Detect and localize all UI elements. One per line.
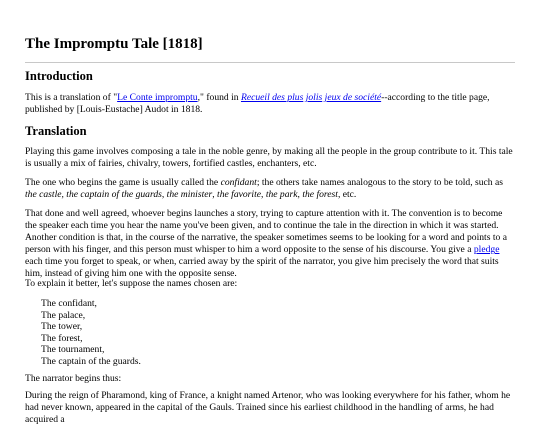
cast-item: The confidant, bbox=[41, 298, 97, 309]
cast-item: The tournament, bbox=[41, 344, 105, 355]
paragraph-explain: To explain it better, let's suppose the names chosen are: bbox=[25, 278, 238, 289]
cast-list bbox=[41, 298, 141, 367]
cast-item: The forest, bbox=[41, 332, 83, 344]
term-confidant: confidant bbox=[220, 177, 257, 188]
term-park: the park bbox=[265, 189, 298, 201]
intro-paragraph bbox=[25, 92, 515, 116]
section-heading-introduction: Introduction bbox=[25, 69, 93, 83]
paragraph-story: During the reign of Pharamond, king of France, a knight named Artenor, who was looking everywhere for his father, whom he had never known, appeared in the capital of the Gauls. Trained since his earliest childhood in the handling of arms, he had acquired a bbox=[25, 390, 511, 426]
paragraph-names bbox=[25, 177, 515, 201]
section-heading-translation: Translation bbox=[25, 124, 87, 138]
para3-text-1: That done and well agreed, whoever begins launches a story, trying to capture attention with it. The convention is to become the speaker each time you hear the name you've been given, and to continue the tale in the direction in which it was started. Another condition is that, in the course of the narrative, the speaker sometimes seems to be looking for a word and points to a person with his finger, and this person must whisper to him a word opposite to the sense of his discourse. You give a bbox=[25, 208, 507, 256]
term-forest: the forest bbox=[302, 189, 338, 201]
term-minister: the minister bbox=[166, 189, 213, 201]
page-title: The Impromptu Tale [1818] bbox=[25, 35, 515, 63]
comma: , bbox=[212, 189, 218, 201]
intro-text-1: This is a translation of " bbox=[25, 92, 118, 103]
comma: , bbox=[261, 189, 266, 201]
cast-item: The captain of the guards. bbox=[41, 355, 141, 367]
link-pledge[interactable]: pledge bbox=[473, 244, 500, 256]
term-castle-captain: the castle, the captain of the guards bbox=[25, 189, 162, 201]
paragraph-playing: Playing this game involves composing a tale in the noble genre, by making all the people in the group contribute to it. This tale is usually a mix of fairies, chivalry, towers, fortified castles, enchanters, etc. bbox=[25, 146, 513, 170]
para2-text-3: , etc. bbox=[337, 189, 357, 201]
cast-item: The tower, bbox=[41, 321, 83, 332]
para3-text-2: each time you forget to speak, or when, carried away by the spirit of the narrator, you give him precisely the word that suits him, instead of giving him one with the opposite sense. bbox=[25, 256, 499, 280]
para2-text-2: ; the others take names analogous to the story to be told, such as bbox=[256, 177, 503, 188]
intro-text-2: ," found in bbox=[197, 92, 241, 103]
comma: , bbox=[161, 189, 167, 201]
term-favorite: the favorite bbox=[217, 189, 262, 201]
intro-text-3: --according to the title page, published by [Louis-Eustache] Audot in 1818. bbox=[25, 92, 490, 116]
comma: , bbox=[297, 189, 303, 201]
link-jeux-de-societe[interactable]: jeux de société bbox=[324, 92, 382, 103]
link-recueil-des-plus[interactable]: Recueil des plus bbox=[240, 92, 304, 103]
cast-item: The palace, bbox=[41, 309, 86, 321]
link-le-conte-impromptu[interactable]: Le Conte impromptu bbox=[117, 92, 198, 103]
para2-text-1: The one who begins the game is usually called the bbox=[25, 177, 221, 188]
story-clip bbox=[25, 390, 515, 426]
paragraph-convention bbox=[25, 208, 515, 280]
link-jolis[interactable]: jolis bbox=[305, 92, 323, 103]
paragraph-narrator-begins: The narrator begins thus: bbox=[25, 373, 122, 384]
